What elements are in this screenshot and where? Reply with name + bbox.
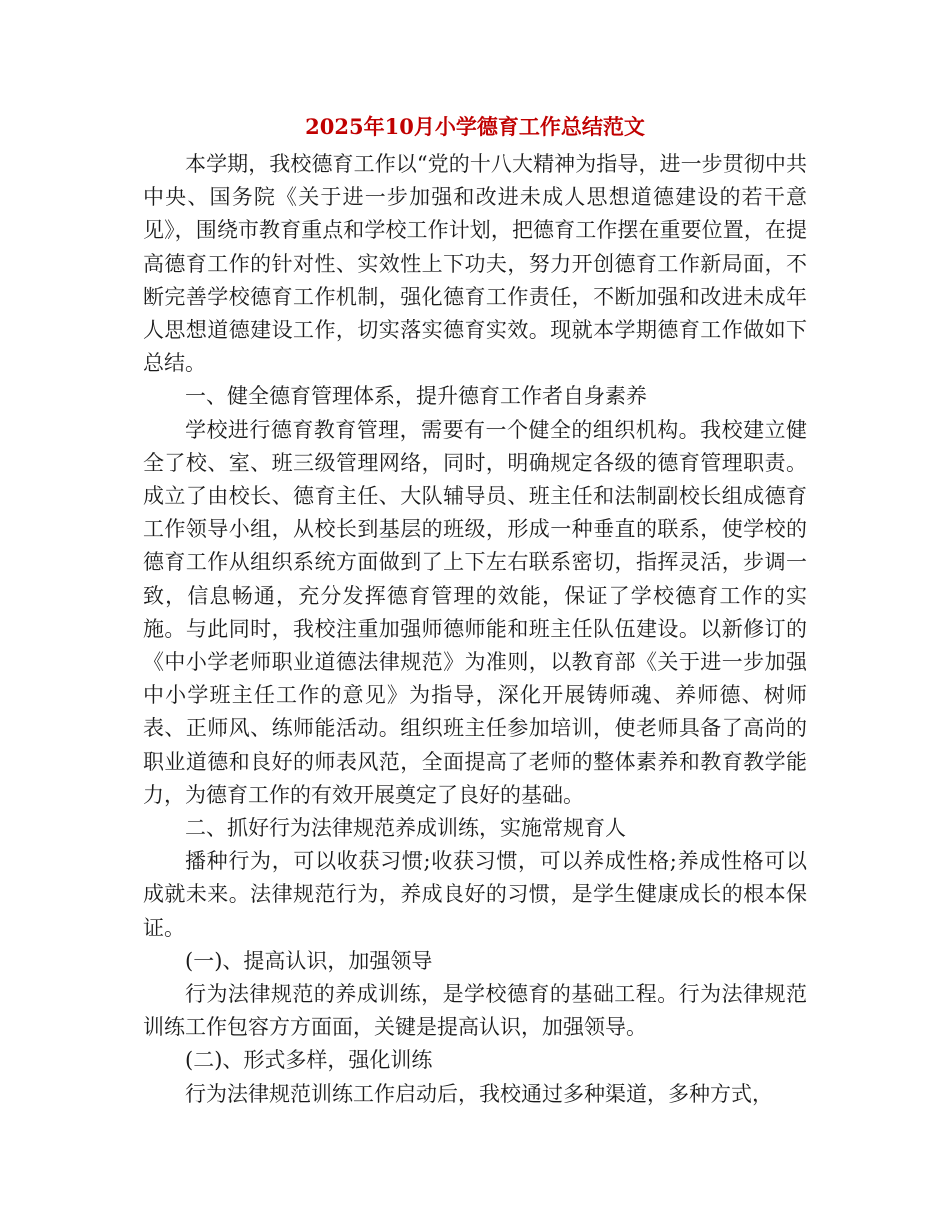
paragraph-awareness: 行为法律规范的养成训练，是学校德育的基础工程。行为法律规范训练工作包容方方面面，关键是提高认识，加强领导。 [143,982,807,1040]
paragraph-habits: 播种行为，可以收获习惯;收获习惯，可以养成性格;养成性格可以成就未来。法律规范行为，养成良好的习惯，是学生健康成长的根本保证。 [143,849,807,940]
subsection-heading-2: (二)、形式多样，强化训练 [185,1048,433,1073]
paragraph-training: 行为法律规范训练工作启动后，我校通过多种渠道，多种方式， [185,1081,773,1106]
subsection-heading-1: (一)、提高认识，加强领导 [185,948,433,973]
paragraph-management: 学校进行德育教育管理，需要有一个健全的组织机构。我校建立健全了校、室、班三级管理网络，同时，明确规定各级的德育管理职责。成立了由校长、德育主任、大队辅导员、班主任和法制副校长组成德育工作领导小组，从校长到基层的班级，形成一种垂直的联系，使学校的德育工作从组织系统方面做到了上下左右联系密切，指挥灵活，步调一致，信息畅通，充分发挥德育管理的效能，保证了学校德育工作的实施。与此同时，我校注重加强师德师能和班主任队伍建设。以新修订的《中小学老师职业道德法律规范》为准则，以教育部《关于进一步加强中小学班主任工作的意见》为指导，深化开展铸师魂、养师德、树师表、正师风、练师能活动。组织班主任参加培训，使老师具备了高尚的职业道德和良好的师表风范，全面提高了老师的整体素养和教育教学能力，为德育工作的有效开展奠定了良好的基础。 [143,417,807,807]
section-heading-2: 二、抓好行为法律规范养成训练，实施常规育人 [185,816,626,841]
section-heading-1: 一、健全德育管理体系，提升德育工作者自身素养 [185,384,647,409]
paragraph-intro: 本学期，我校德育工作以“党的十八大精神为指导，进一步贯彻中共中央、国务院《关于进一步加强和改进未成人思想道德建设的若干意见》，围绕市教育重点和学校工作计划，把德育工作摆在重要位置，在提高德育工作的针对性、实效性上下功夫，努力开创德育工作新局面，不断完善学校德育工作机制，强化德育工作责任，不断加强和改进未成年人思想道德建设工作，切实落实德育实效。现就本学期德育工作做如下总结。 [143,152,807,376]
document-title: 2025年10月小学德育工作总结范文 [305,114,645,139]
document-body [143,148,807,1111]
